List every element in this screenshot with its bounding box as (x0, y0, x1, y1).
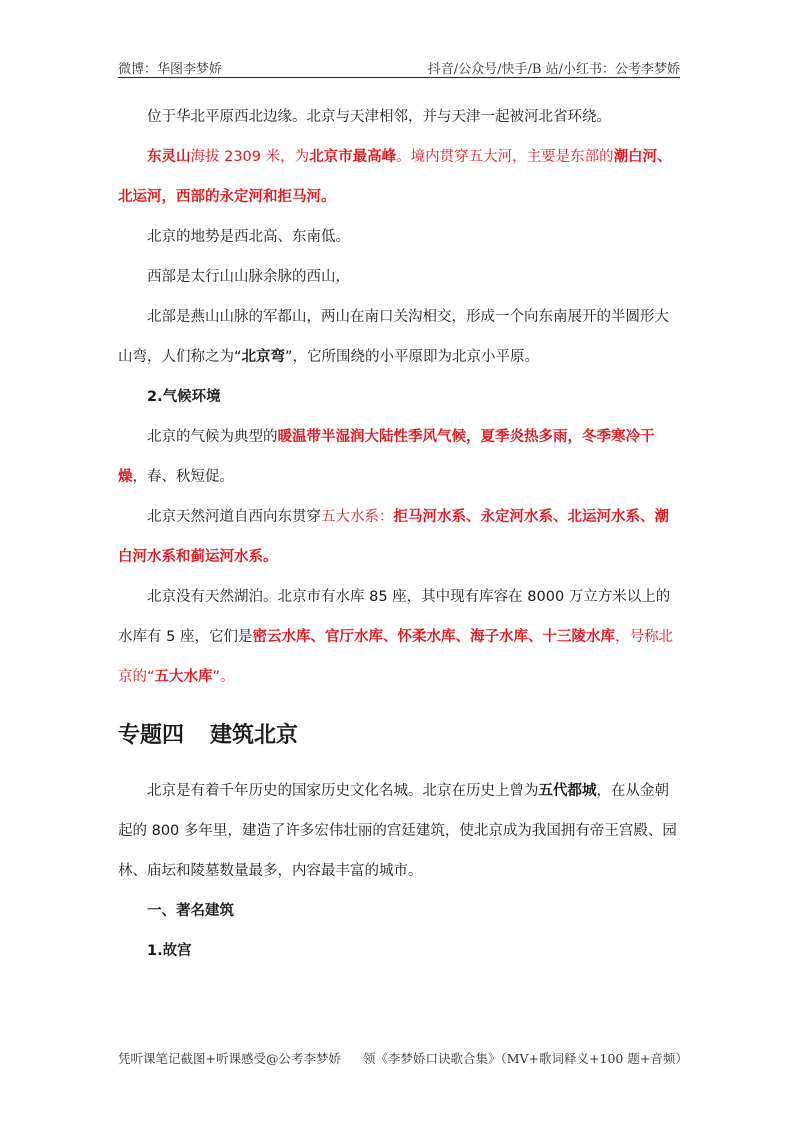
paragraph-terrain: 北京的地势是西北高、东南低。 (147, 229, 350, 245)
text-arch-a: 北京是有着千年历史的国家历史文化名城。北京在历史上曾为 (147, 783, 539, 799)
paragraph-west-mountains: 西部是太行山山脉余脉的西山， (147, 269, 350, 285)
footer-right: 领《李梦娇口诀歌合集》（MV+歌词释义+100 题+音频） (362, 1051, 688, 1066)
text-reservoir-c: ，号称北京的“ (118, 629, 673, 685)
header-divider (118, 77, 680, 78)
text-highest-peak: 北京市最高峰 (309, 149, 397, 165)
text-five-systems: 五大水系： (321, 509, 394, 525)
section-title-text: 建筑北京 (210, 723, 299, 748)
text-reservoir-e: ”。 (212, 669, 235, 685)
footer-left: 凭听课笔记截图+听课感受@公考李梦娇 (118, 1051, 341, 1066)
text-climate-c: ，春、秋短促。 (132, 469, 234, 485)
header-weibo: 微博：华图李梦娇 (118, 62, 223, 77)
page-header (118, 58, 680, 76)
paragraph-climate (118, 417, 680, 497)
text-system-names: 拒马河水系、永定河水系、北运河水系、潮白河水系和蓟运河水系。 (118, 509, 669, 565)
text-reservoir-names: 密云水库、官厅水库、怀柔水库、海子水库、十三陵水库 (252, 629, 615, 645)
text-reservoir-a: 北京没有天然湖泊。北京市有水库 85 座，其中现有库容在 8000 万立方米以上的水库有 5 座，它们是 (118, 589, 671, 645)
text-five-rivers: 。境内贯穿五大河，主要是东部的 (396, 149, 614, 165)
paragraph-architecture (118, 771, 680, 891)
text-river-names: 潮白河、北运河，西部的永定河和拒马河。 (118, 149, 672, 205)
heading-forbidden-city: 1.故宫 (147, 943, 192, 959)
paragraph-location: 位于华北平原西北边缘。北京与天津相邻，并与天津一起被河北省环绕。 (147, 109, 611, 125)
heading-famous-buildings: 一、著名建筑 (147, 903, 234, 919)
paragraph-reservoirs (118, 577, 680, 697)
text-beijing-bay: 北京弯 (241, 349, 286, 365)
paragraph-rivers-peak (118, 137, 680, 217)
section-title (118, 719, 680, 753)
text-climate-type: 暖温带半湿润大陆性季风气候，夏季炎热多雨，冬季寒冷干燥 (118, 429, 655, 485)
text-water-a: 北京天然河道自西向东贯穿 (147, 509, 321, 525)
text-dongling-mountain: 东灵山 (147, 149, 191, 165)
heading-climate: 2.气候环境 (147, 389, 221, 405)
header-socials: 抖音/公众号/快手/B 站/小红书：公考李梦娇 (427, 62, 680, 77)
text-climate-a: 北京的气候为典型的 (147, 429, 278, 445)
text-five-dynasties: 五代都城 (538, 783, 597, 799)
paragraph-water-systems (118, 497, 680, 577)
text-north-a: 北部是燕山山脉的军都山，两山在南口关沟相交，形成一个向东南展开的半圆形大山弯，人们称之为“ (118, 309, 669, 365)
text-arch-c: ，在从金朝起的 800 多年里，建造了许多宏伟壮丽的宫廷建筑，使北京成为我国拥有帝王宫殿、园林、庙坛和陵墓数量最多，内容最丰富的城市。 (118, 783, 677, 879)
text-north-c: ”，它所围绕的小平原即为北京小平原。 (285, 349, 540, 365)
section-title-number: 专题四 (118, 723, 185, 748)
text-five-reservoirs: 五大水库 (154, 669, 213, 685)
paragraph-north-mountains (118, 297, 680, 377)
text-altitude: 海拔 2309 米，为 (190, 149, 310, 165)
page-footer (118, 1049, 688, 1067)
document-body (118, 97, 680, 971)
